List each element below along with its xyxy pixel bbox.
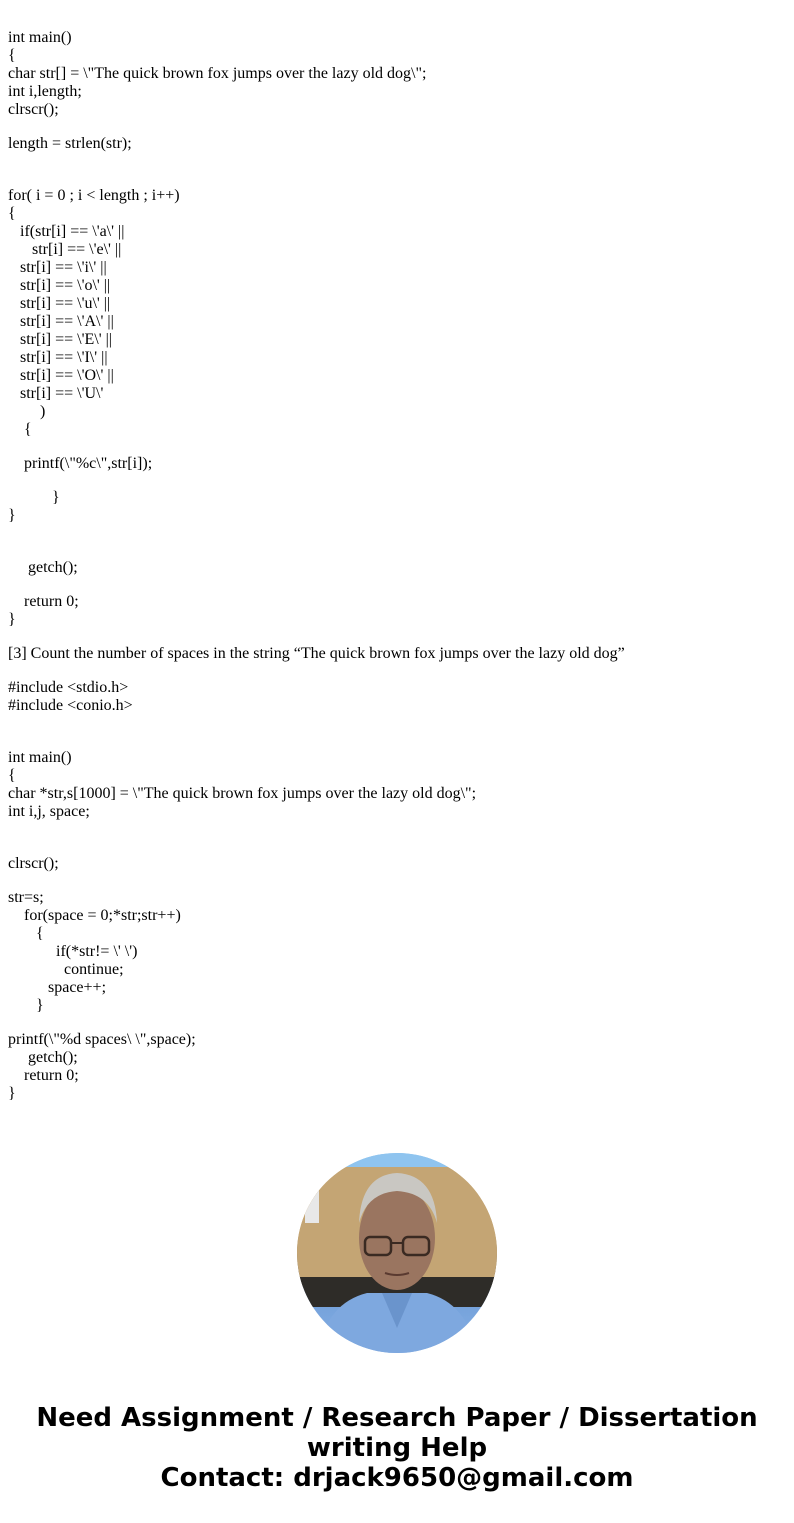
code-line: { [8, 421, 32, 438]
code-line: ) [8, 403, 46, 420]
code-line: } [8, 1085, 16, 1102]
code-line: clrscr(); [8, 855, 59, 872]
code-line: char *str,s[1000] = \"The quick brown fox jumps over the lazy old dog\"; [8, 785, 477, 802]
promo-footer [0, 1403, 794, 1493]
include-line: #include <stdio.h> [8, 679, 129, 696]
code-line: return 0; [8, 593, 79, 610]
code-line: } [8, 611, 16, 628]
code-line: int main() [8, 29, 72, 46]
document-body [8, 29, 794, 1103]
code-line: str[i] == \'u\' || [8, 295, 111, 312]
promo-line: Need Assignment / Research Paper / Dissertation [36, 1403, 758, 1433]
code-line: { [8, 205, 16, 222]
code-line: { [8, 925, 44, 942]
code-line: { [8, 767, 16, 784]
question-heading: [3] Count the number of spaces in the string “The quick brown fox jumps over the lazy old dog” [8, 645, 625, 662]
include-line: #include <conio.h> [8, 697, 133, 714]
code-line: for( i = 0 ; i < length ; i++) [8, 187, 180, 204]
code-line: str[i] == \'U\' [8, 385, 104, 402]
portrait-icon [297, 1153, 497, 1353]
code-line: continue; [8, 961, 124, 978]
code-line: for(space = 0;*str;str++) [8, 907, 181, 924]
code-line: int i,length; [8, 83, 82, 100]
code-line: space++; [8, 979, 107, 996]
code-line: str[i] == \'i\' || [8, 259, 107, 276]
code-line: int main() [8, 749, 72, 766]
code-line: printf(\"%d spaces\ \",space); [8, 1031, 196, 1048]
code-line: { [8, 47, 16, 64]
code-line: str=s; [8, 889, 44, 906]
code-block-vowels [8, 29, 794, 629]
code-line: } [8, 507, 16, 524]
code-line: str[i] == \'A\' || [8, 313, 114, 330]
code-line: if(str[i] == \'a\' || [8, 223, 125, 240]
code-line: length = strlen(str); [8, 135, 132, 152]
code-line: str[i] == \'o\' || [8, 277, 111, 294]
code-block-spaces [8, 679, 794, 1103]
promo-line: writing Help [306, 1433, 488, 1463]
contact-email: Contact: drjack9650@gmail.com [160, 1463, 634, 1493]
code-line: clrscr(); [8, 101, 59, 118]
code-line: } [8, 997, 44, 1014]
code-line: str[i] == \'E\' || [8, 331, 112, 348]
code-line: getch(); [8, 559, 78, 576]
code-line: int i,j, space; [8, 803, 90, 820]
code-line: str[i] == \'O\' || [8, 367, 114, 384]
code-line: printf(\"%c\",str[i]); [8, 455, 153, 472]
code-line: if(*str!= \' \') [8, 943, 138, 960]
code-line: char str[] = \"The quick brown fox jumps over the lazy old dog\"; [8, 65, 427, 82]
author-avatar [297, 1153, 497, 1353]
code-line: return 0; [8, 1067, 79, 1084]
code-line: } [8, 489, 60, 506]
code-line: str[i] == \'e\' || [8, 241, 122, 258]
code-line: getch(); [8, 1049, 78, 1066]
code-line: str[i] == \'I\' || [8, 349, 108, 366]
